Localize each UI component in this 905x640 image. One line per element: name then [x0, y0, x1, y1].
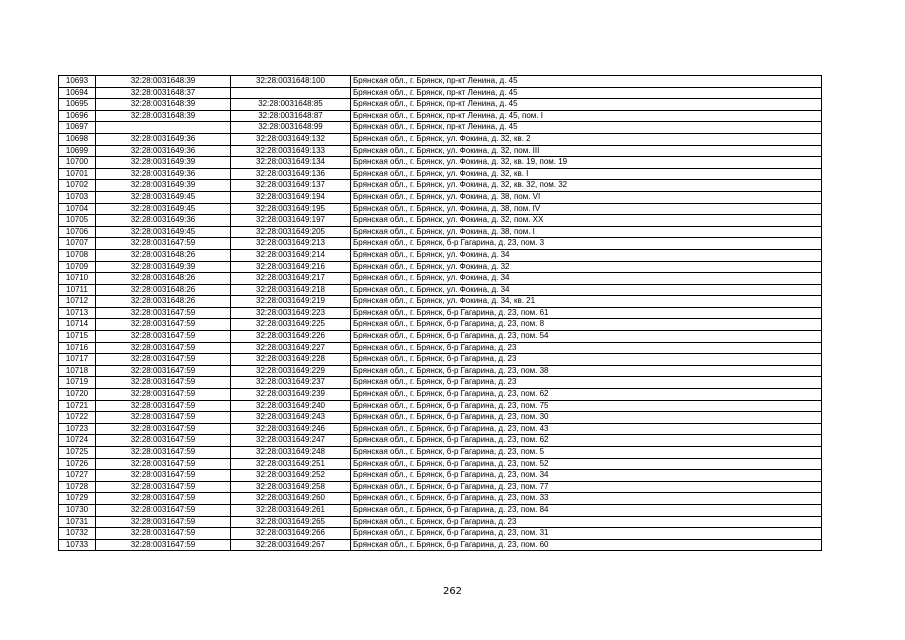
table-row	[59, 400, 822, 412]
address-cell: Брянская обл., г. Брянск, б-р Гагарина, д. 23, пом. 61	[351, 307, 822, 319]
address-cell: Брянская обл., г. Брянск, б-р Гагарина, д. 23, пом. 31	[351, 528, 822, 540]
property-registry-table	[58, 75, 822, 551]
cadastral-number-cell: 32:28:0031649:227	[231, 342, 351, 354]
table-row	[59, 504, 822, 516]
table-row	[59, 203, 822, 215]
cadastral-number-cell: 32:28:0031649:261	[231, 504, 351, 516]
address-cell: Брянская обл., г. Брянск, пр-кт Ленина, д. 45, пом. I	[351, 110, 822, 122]
row-number-cell: 10700	[59, 157, 96, 169]
table-row	[59, 319, 822, 331]
cadastral-number-cell: 32:28:0031649:217	[231, 273, 351, 285]
parent-cadastral-number-cell: 32:28:0031648:26	[96, 273, 231, 285]
cadastral-number-cell: 32:28:0031648:100	[231, 76, 351, 88]
cadastral-number-cell: 32:28:0031649:213	[231, 238, 351, 250]
row-number-cell: 10696	[59, 110, 96, 122]
cadastral-number-cell: 32:28:0031649:132	[231, 133, 351, 145]
cadastral-number-cell: 32:28:0031649:223	[231, 307, 351, 319]
address-cell: Брянская обл., г. Брянск, ул. Фокина, д. 32, кв. 2	[351, 133, 822, 145]
address-cell: Брянская обл., г. Брянск, ул. Фокина, д. 38, пом. IV	[351, 203, 822, 215]
parent-cadastral-number-cell: 32:28:0031647:59	[96, 470, 231, 482]
parent-cadastral-number-cell: 32:28:0031647:59	[96, 504, 231, 516]
row-number-cell: 10732	[59, 528, 96, 540]
address-cell: Брянская обл., г. Брянск, б-р Гагарина, д. 23, пом. 77	[351, 481, 822, 493]
address-cell: Брянская обл., г. Брянск, ул. Фокина, д. 34, кв. 21	[351, 296, 822, 308]
table-row	[59, 493, 822, 505]
cadastral-number-cell: 32:28:0031649:247	[231, 435, 351, 447]
row-number-cell: 10725	[59, 447, 96, 459]
address-cell: Брянская обл., г. Брянск, ул. Фокина, д. 32	[351, 261, 822, 273]
address-cell: Брянская обл., г. Брянск, б-р Гагарина, д. 23, пом. 62	[351, 389, 822, 401]
parent-cadastral-number-cell: 32:28:0031649:36	[96, 133, 231, 145]
row-number-cell: 10716	[59, 342, 96, 354]
row-number-cell: 10719	[59, 377, 96, 389]
cadastral-number-cell: 32:28:0031649:195	[231, 203, 351, 215]
address-cell: Брянская обл., г. Брянск, б-р Гагарина, д. 23, пом. 60	[351, 539, 822, 551]
address-cell: Брянская обл., г. Брянск, б-р Гагарина, д. 23, пом. 33	[351, 493, 822, 505]
cadastral-number-cell: 32:28:0031649:134	[231, 157, 351, 169]
row-number-cell: 10717	[59, 354, 96, 366]
parent-cadastral-number-cell: 32:28:0031647:59	[96, 319, 231, 331]
table-row	[59, 377, 822, 389]
row-number-cell: 10718	[59, 365, 96, 377]
address-cell: Брянская обл., г. Брянск, ул. Фокина, д. 34	[351, 249, 822, 261]
address-cell: Брянская обл., г. Брянск, ул. Фокина, д. 32, кв. 32, пом. 32	[351, 180, 822, 192]
cadastral-number-cell: 32:28:0031649:246	[231, 423, 351, 435]
cadastral-number-cell: 32:28:0031649:214	[231, 249, 351, 261]
address-cell: Брянская обл., г. Брянск, б-р Гагарина, д. 23, пом. 3	[351, 238, 822, 250]
table-row	[59, 342, 822, 354]
parent-cadastral-number-cell: 32:28:0031648:26	[96, 249, 231, 261]
row-number-cell: 10695	[59, 99, 96, 111]
table-row	[59, 412, 822, 424]
address-cell: Брянская обл., г. Брянск, пр-кт Ленина, д. 45	[351, 99, 822, 111]
page-number: 262	[442, 586, 463, 597]
cadastral-number-cell: 32:28:0031649:197	[231, 215, 351, 227]
address-cell: Брянская обл., г. Брянск, б-р Гагарина, д. 23, пом. 38	[351, 365, 822, 377]
table-row	[59, 539, 822, 551]
parent-cadastral-number-cell: 32:28:0031647:59	[96, 389, 231, 401]
row-number-cell: 10705	[59, 215, 96, 227]
row-number-cell: 10721	[59, 400, 96, 412]
address-cell: Брянская обл., г. Брянск, б-р Гагарина, д. 23, пом. 84	[351, 504, 822, 516]
cadastral-number-cell: 32:28:0031649:240	[231, 400, 351, 412]
address-cell: Брянская обл., г. Брянск, б-р Гагарина, д. 23	[351, 516, 822, 528]
row-number-cell: 10715	[59, 331, 96, 343]
address-cell: Брянская обл., г. Брянск, ул. Фокина, д. 32, пом. III	[351, 145, 822, 157]
cadastral-number-cell: 32:28:0031649:248	[231, 447, 351, 459]
table-row	[59, 87, 822, 99]
parent-cadastral-number-cell: 32:28:0031647:59	[96, 354, 231, 366]
table-row	[59, 110, 822, 122]
table-row	[59, 447, 822, 459]
table-row	[59, 249, 822, 261]
table-row	[59, 389, 822, 401]
address-cell: Брянская обл., г. Брянск, б-р Гагарина, д. 23, пом. 62	[351, 435, 822, 447]
parent-cadastral-number-cell: 32:28:0031647:59	[96, 458, 231, 470]
row-number-cell: 10704	[59, 203, 96, 215]
cadastral-number-cell: 32:28:0031649:194	[231, 191, 351, 203]
cadastral-number-cell: 32:28:0031649:260	[231, 493, 351, 505]
parent-cadastral-number-cell: 32:28:0031647:59	[96, 331, 231, 343]
parent-cadastral-number-cell	[96, 122, 231, 134]
cadastral-number-cell: 32:28:0031649:252	[231, 470, 351, 482]
table-row	[59, 168, 822, 180]
parent-cadastral-number-cell: 32:28:0031649:36	[96, 145, 231, 157]
cadastral-number-cell: 32:28:0031649:266	[231, 528, 351, 540]
address-cell: Брянская обл., г. Брянск, ул. Фокина, д. 32, кв. I	[351, 168, 822, 180]
row-number-cell: 10724	[59, 435, 96, 447]
row-number-cell: 10722	[59, 412, 96, 424]
table-row	[59, 133, 822, 145]
parent-cadastral-number-cell: 32:28:0031649:36	[96, 168, 231, 180]
row-number-cell: 10698	[59, 133, 96, 145]
cadastral-number-cell: 32:28:0031649:136	[231, 168, 351, 180]
address-cell: Брянская обл., г. Брянск, ул. Фокина, д. 38, пом. VI	[351, 191, 822, 203]
address-cell: Брянская обл., г. Брянск, б-р Гагарина, д. 23, пом. 34	[351, 470, 822, 482]
address-cell: Брянская обл., г. Брянск, б-р Гагарина, д. 23, пом. 54	[351, 331, 822, 343]
row-number-cell: 10707	[59, 238, 96, 250]
table-row	[59, 122, 822, 134]
table-row	[59, 215, 822, 227]
parent-cadastral-number-cell: 32:28:0031647:59	[96, 539, 231, 551]
cadastral-number-cell: 32:28:0031649:218	[231, 284, 351, 296]
address-cell: Брянская обл., г. Брянск, ул. Фокина, д. 38, пом. I	[351, 226, 822, 238]
cadastral-number-cell: 32:28:0031649:229	[231, 365, 351, 377]
parent-cadastral-number-cell: 32:28:0031649:36	[96, 215, 231, 227]
cadastral-number-cell: 32:28:0031649:239	[231, 389, 351, 401]
table-row	[59, 516, 822, 528]
address-cell: Брянская обл., г. Брянск, б-р Гагарина, д. 23, пом. 5	[351, 447, 822, 459]
table-row	[59, 307, 822, 319]
row-number-cell: 10728	[59, 481, 96, 493]
cadastral-number-cell: 32:28:0031648:85	[231, 99, 351, 111]
address-cell: Брянская обл., г. Брянск, пр-кт Ленина, д. 45	[351, 87, 822, 99]
table-row	[59, 423, 822, 435]
table-row	[59, 261, 822, 273]
parent-cadastral-number-cell: 32:28:0031647:59	[96, 493, 231, 505]
row-number-cell: 10726	[59, 458, 96, 470]
table-row	[59, 145, 822, 157]
row-number-cell: 10727	[59, 470, 96, 482]
row-number-cell: 10713	[59, 307, 96, 319]
row-number-cell: 10697	[59, 122, 96, 134]
table-row	[59, 238, 822, 250]
cadastral-number-cell: 32:28:0031649:216	[231, 261, 351, 273]
row-number-cell: 10701	[59, 168, 96, 180]
row-number-cell: 10706	[59, 226, 96, 238]
parent-cadastral-number-cell: 32:28:0031647:59	[96, 481, 231, 493]
parent-cadastral-number-cell: 32:28:0031648:39	[96, 99, 231, 111]
row-number-cell: 10712	[59, 296, 96, 308]
table-row	[59, 296, 822, 308]
address-cell: Брянская обл., г. Брянск, ул. Фокина, д. 34	[351, 273, 822, 285]
parent-cadastral-number-cell: 32:28:0031647:59	[96, 412, 231, 424]
cadastral-number-cell: 32:28:0031648:87	[231, 110, 351, 122]
address-cell: Брянская обл., г. Брянск, ул. Фокина, д. 32, кв. 19, пом. 19	[351, 157, 822, 169]
address-cell: Брянская обл., г. Брянск, пр-кт Ленина, д. 45	[351, 76, 822, 88]
cadastral-number-cell: 32:28:0031649:137	[231, 180, 351, 192]
row-number-cell: 10723	[59, 423, 96, 435]
parent-cadastral-number-cell: 32:28:0031647:59	[96, 342, 231, 354]
row-number-cell: 10699	[59, 145, 96, 157]
parent-cadastral-number-cell: 32:28:0031647:59	[96, 528, 231, 540]
table-row	[59, 354, 822, 366]
table-row	[59, 435, 822, 447]
cadastral-number-cell: 32:28:0031649:225	[231, 319, 351, 331]
address-cell: Брянская обл., г. Брянск, ул. Фокина, д. 32, пом. XX	[351, 215, 822, 227]
row-number-cell: 10711	[59, 284, 96, 296]
cadastral-number-cell: 32:28:0031649:226	[231, 331, 351, 343]
table-row	[59, 157, 822, 169]
cadastral-number-cell	[231, 87, 351, 99]
address-cell: Брянская обл., г. Брянск, ул. Фокина, д. 34	[351, 284, 822, 296]
table-row	[59, 273, 822, 285]
parent-cadastral-number-cell: 32:28:0031647:59	[96, 238, 231, 250]
parent-cadastral-number-cell: 32:28:0031649:39	[96, 261, 231, 273]
parent-cadastral-number-cell: 32:28:0031648:37	[96, 87, 231, 99]
parent-cadastral-number-cell: 32:28:0031649:45	[96, 191, 231, 203]
cadastral-number-cell: 32:28:0031649:267	[231, 539, 351, 551]
address-cell: Брянская обл., г. Брянск, б-р Гагарина, д. 23	[351, 342, 822, 354]
cadastral-number-cell: 32:28:0031649:258	[231, 481, 351, 493]
address-cell: Брянская обл., г. Брянск, б-р Гагарина, д. 23, пом. 52	[351, 458, 822, 470]
cadastral-number-cell: 32:28:0031649:219	[231, 296, 351, 308]
parent-cadastral-number-cell: 32:28:0031648:39	[96, 110, 231, 122]
cadastral-number-cell: 32:28:0031649:251	[231, 458, 351, 470]
parent-cadastral-number-cell: 32:28:0031649:39	[96, 157, 231, 169]
table-row	[59, 191, 822, 203]
parent-cadastral-number-cell: 32:28:0031648:39	[96, 76, 231, 88]
row-number-cell: 10729	[59, 493, 96, 505]
parent-cadastral-number-cell: 32:28:0031647:59	[96, 377, 231, 389]
cadastral-number-cell: 32:28:0031649:243	[231, 412, 351, 424]
registry-table-body	[59, 76, 822, 551]
address-cell: Брянская обл., г. Брянск, пр-кт Ленина, д. 45	[351, 122, 822, 134]
table-row	[59, 76, 822, 88]
parent-cadastral-number-cell: 32:28:0031647:59	[96, 400, 231, 412]
parent-cadastral-number-cell: 32:28:0031647:59	[96, 365, 231, 377]
address-cell: Брянская обл., г. Брянск, б-р Гагарина, д. 23	[351, 354, 822, 366]
row-number-cell: 10693	[59, 76, 96, 88]
parent-cadastral-number-cell: 32:28:0031649:45	[96, 203, 231, 215]
row-number-cell: 10730	[59, 504, 96, 516]
address-cell: Брянская обл., г. Брянск, б-р Гагарина, д. 23, пом. 30	[351, 412, 822, 424]
parent-cadastral-number-cell: 32:28:0031649:45	[96, 226, 231, 238]
parent-cadastral-number-cell: 32:28:0031649:39	[96, 180, 231, 192]
cadastral-number-cell: 32:28:0031649:265	[231, 516, 351, 528]
row-number-cell: 10694	[59, 87, 96, 99]
row-number-cell: 10702	[59, 180, 96, 192]
table-row	[59, 180, 822, 192]
row-number-cell: 10709	[59, 261, 96, 273]
cadastral-number-cell: 32:28:0031649:228	[231, 354, 351, 366]
table-row	[59, 284, 822, 296]
row-number-cell: 10714	[59, 319, 96, 331]
cadastral-number-cell: 32:28:0031648:99	[231, 122, 351, 134]
parent-cadastral-number-cell: 32:28:0031647:59	[96, 435, 231, 447]
table-row	[59, 528, 822, 540]
parent-cadastral-number-cell: 32:28:0031647:59	[96, 447, 231, 459]
address-cell: Брянская обл., г. Брянск, б-р Гагарина, д. 23	[351, 377, 822, 389]
address-cell: Брянская обл., г. Брянск, б-р Гагарина, д. 23, пом. 75	[351, 400, 822, 412]
table-row	[59, 99, 822, 111]
parent-cadastral-number-cell: 32:28:0031647:59	[96, 423, 231, 435]
parent-cadastral-number-cell: 32:28:0031647:59	[96, 516, 231, 528]
row-number-cell: 10733	[59, 539, 96, 551]
address-cell: Брянская обл., г. Брянск, б-р Гагарина, д. 23, пом. 43	[351, 423, 822, 435]
table-row	[59, 331, 822, 343]
cadastral-number-cell: 32:28:0031649:133	[231, 145, 351, 157]
row-number-cell: 10703	[59, 191, 96, 203]
parent-cadastral-number-cell: 32:28:0031648:26	[96, 296, 231, 308]
table-row	[59, 226, 822, 238]
cadastral-number-cell: 32:28:0031649:205	[231, 226, 351, 238]
parent-cadastral-number-cell: 32:28:0031647:59	[96, 307, 231, 319]
row-number-cell: 10731	[59, 516, 96, 528]
address-cell: Брянская обл., г. Брянск, б-р Гагарина, д. 23, пом. 8	[351, 319, 822, 331]
row-number-cell: 10708	[59, 249, 96, 261]
table-row	[59, 458, 822, 470]
cadastral-number-cell: 32:28:0031649:237	[231, 377, 351, 389]
row-number-cell: 10720	[59, 389, 96, 401]
table-row	[59, 470, 822, 482]
row-number-cell: 10710	[59, 273, 96, 285]
table-row	[59, 365, 822, 377]
table-row	[59, 481, 822, 493]
parent-cadastral-number-cell: 32:28:0031648:26	[96, 284, 231, 296]
